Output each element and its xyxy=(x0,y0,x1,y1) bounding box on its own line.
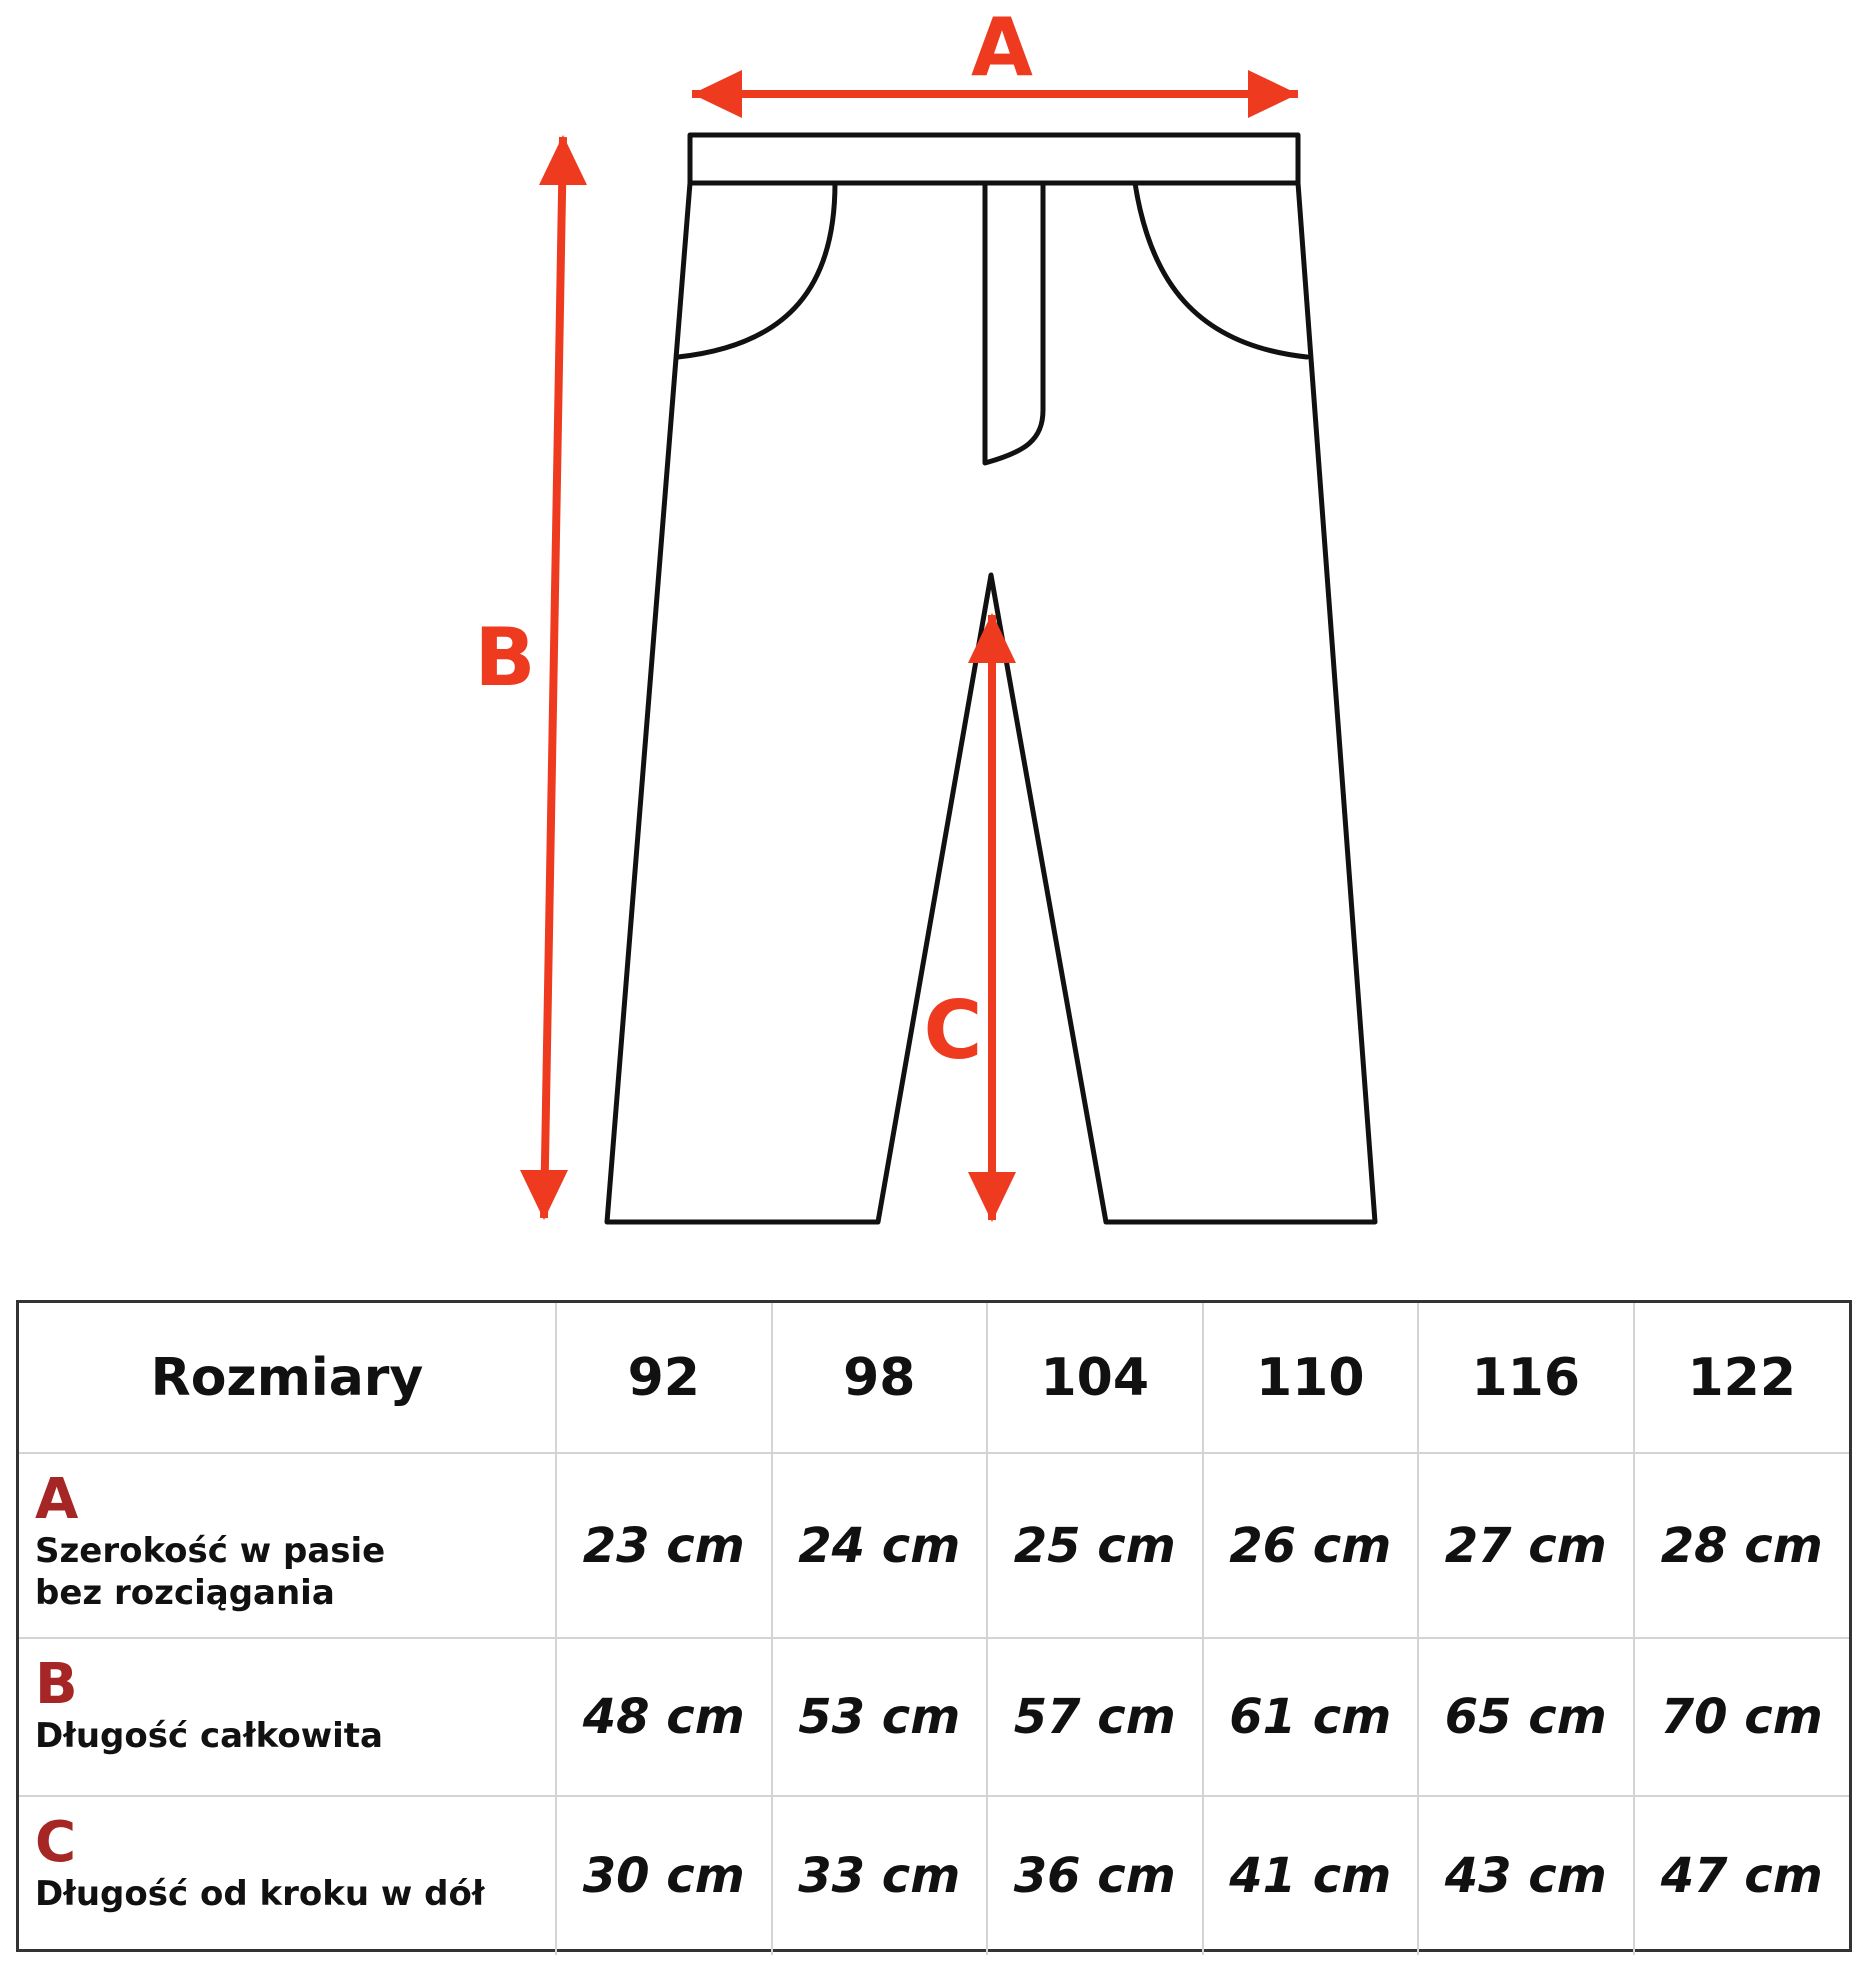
value-cell: 27 cm xyxy=(1418,1453,1634,1638)
value-cell: 43 cm xyxy=(1418,1796,1634,1955)
row-description: Szerokość w pasie bez rozciągania xyxy=(35,1531,386,1613)
arrow-c-head-top xyxy=(968,613,1016,663)
row-description: Długość od kroku w dół xyxy=(35,1874,485,1914)
table-row xyxy=(19,1638,1849,1796)
value-cell: 33 cm xyxy=(772,1796,988,1955)
size-header: 92 xyxy=(556,1303,772,1453)
size-header: 116 xyxy=(1418,1303,1634,1453)
size-header: 122 xyxy=(1634,1303,1850,1453)
value-cell: 24 cm xyxy=(772,1453,988,1638)
arrow-a-head-left xyxy=(692,70,742,118)
value-cell: 23 cm xyxy=(556,1453,772,1638)
row-label xyxy=(19,1638,556,1796)
value-cell: 53 cm xyxy=(772,1638,988,1796)
value-cell: 26 cm xyxy=(1203,1453,1419,1638)
label-a: A xyxy=(971,1,1033,94)
value-cell: 47 cm xyxy=(1634,1796,1850,1955)
value-cell: 36 cm xyxy=(987,1796,1203,1955)
value-cell: 41 cm xyxy=(1203,1796,1419,1955)
value-cell: 30 cm xyxy=(556,1796,772,1955)
value-cell: 48 cm xyxy=(556,1638,772,1796)
arrow-c-head-bottom xyxy=(968,1172,1016,1222)
waistband xyxy=(690,135,1298,183)
size-header: 98 xyxy=(772,1303,988,1453)
arrow-b-head-top xyxy=(539,135,587,185)
table-header-row xyxy=(19,1303,1849,1453)
arrow-b xyxy=(544,137,563,1218)
row-letter: A xyxy=(35,1467,79,1532)
table-row xyxy=(19,1453,1849,1638)
value-cell: 28 cm xyxy=(1634,1453,1850,1638)
value-cell: 61 cm xyxy=(1203,1638,1419,1796)
row-description: Długość całkowita xyxy=(35,1716,384,1756)
value-cell: 70 cm xyxy=(1634,1638,1850,1796)
row-label xyxy=(19,1453,556,1638)
value-cell: 65 cm xyxy=(1418,1638,1634,1796)
header-label: Rozmiary xyxy=(19,1303,556,1453)
right-pocket xyxy=(1135,183,1307,357)
row-letter: C xyxy=(35,1810,77,1875)
table-row xyxy=(19,1796,1849,1955)
arrow-a-head-right xyxy=(1248,70,1298,118)
left-pocket xyxy=(678,183,835,357)
label-b: B xyxy=(474,611,536,704)
row-label xyxy=(19,1796,556,1955)
size-header: 110 xyxy=(1203,1303,1419,1453)
arrow-b-head-bottom xyxy=(520,1170,568,1220)
fly xyxy=(985,183,1043,463)
row-letter: B xyxy=(35,1652,78,1717)
value-cell: 25 cm xyxy=(987,1453,1203,1638)
size-header: 104 xyxy=(987,1303,1203,1453)
label-c: C xyxy=(923,984,983,1077)
size-table xyxy=(16,1300,1852,1952)
value-cell: 57 cm xyxy=(987,1638,1203,1796)
